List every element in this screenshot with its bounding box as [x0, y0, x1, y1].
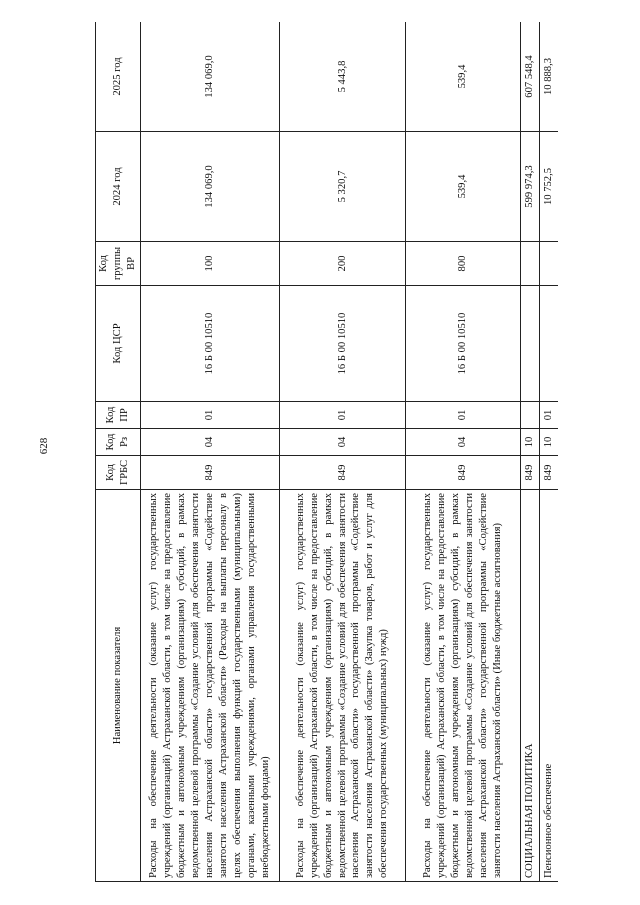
header-name: Наименование показателя — [96, 490, 141, 882]
cell-name: Расходы на обеспечение деятельности (оказание услуг) государственных учреждений (организаций) Астраханской области, в том числе на предоставление бюджетным и автономным учреждениям (организациям) субсидий, в рамках ведомственной целевой программы «Создание условий для обеспечения занятости населения Астраханской области» государственной программы «Содействие занятости населения Астраханской области» (Иные бюджетные ассигнования) — [406, 490, 521, 882]
cell-grbs: 849 — [521, 456, 540, 490]
cell-2024: 599 974,3 — [521, 132, 540, 242]
header-2025: 2025 год — [96, 22, 141, 132]
cell-pr: 01 — [406, 402, 521, 429]
cell-2025: 5 443,8 — [280, 22, 406, 132]
cell-rz: 04 — [141, 429, 280, 456]
cell-vr: 100 — [141, 242, 280, 286]
cell-vr: 200 — [280, 242, 406, 286]
cell-pr: 01 — [280, 402, 406, 429]
header-vr: Код группы ВР — [96, 242, 141, 286]
cell-csr — [521, 286, 540, 402]
cell-2024: 10 752,5 — [540, 132, 559, 242]
cell-name: Расходы на обеспечение деятельности (оказание услуг) государственных учреждений (организаций) Астраханской области, в том числе на предоставление бюджетным и автономным учреждениям (организациям) субсидий, в рамках ведомственной целевой программы «Создание условий для обеспечения занятости населения Астраханской области» государственной программы «Содействие занятости населения Астраханской области» (Закупка товаров, работ и услуг для обеспечения государственных (муниципальных) нужд) — [280, 490, 406, 882]
cell-rz: 04 — [406, 429, 521, 456]
cell-csr: 16 Б 00 10510 — [406, 286, 521, 402]
cell-2025: 134 069,0 — [141, 22, 280, 132]
cell-rz: 10 — [521, 429, 540, 456]
cell-name: СОЦИАЛЬНАЯ ПОЛИТИКА — [521, 490, 540, 882]
cell-name: Пенсионное обеспечение — [540, 490, 559, 882]
cell-grbs: 849 — [141, 456, 280, 490]
cell-vr — [521, 242, 540, 286]
budget-table — [95, 22, 558, 882]
table-row — [406, 22, 521, 882]
cell-2024: 539,4 — [406, 132, 521, 242]
table-row — [540, 22, 559, 882]
cell-2025: 10 888,3 — [540, 22, 559, 132]
cell-name: Расходы на обеспечение деятельности (оказание услуг) государственных учреждений (организаций) Астраханской области, в том числе на предоставление бюджетным и автономным учреждениям (организациям) субсидий, в рамках ведомственной целевой программы «Создание условий для обеспечения занятости населения Астраханской области» государственной программы «Содействие занятости населения Астраханской области» (Расходы на выплаты персоналу в целях обеспечения выполнения функций государственными (муниципальными) органами, казенными учреждениями, органами управления государственными внебюджетными фондами) — [141, 490, 280, 882]
table-row — [280, 22, 406, 882]
cell-csr — [540, 286, 559, 402]
cell-2025: 607 548,4 — [521, 22, 540, 132]
rotated-page — [95, 22, 558, 882]
table-row — [521, 22, 540, 882]
cell-grbs: 849 — [280, 456, 406, 490]
cell-grbs: 849 — [406, 456, 521, 490]
header-pr: Код ПР — [96, 402, 141, 429]
table-row — [141, 22, 280, 882]
cell-pr — [521, 402, 540, 429]
cell-pr: 01 — [141, 402, 280, 429]
cell-pr: 01 — [540, 402, 559, 429]
cell-vr — [540, 242, 559, 286]
cell-csr: 16 Б 00 10510 — [280, 286, 406, 402]
cell-2024: 5 320,7 — [280, 132, 406, 242]
header-2024: 2024 год — [96, 132, 141, 242]
cell-csr: 16 Б 00 10510 — [141, 286, 280, 402]
cell-rz: 04 — [280, 429, 406, 456]
cell-2024: 134 069,0 — [141, 132, 280, 242]
cell-2025: 539,4 — [406, 22, 521, 132]
cell-grbs: 849 — [540, 456, 559, 490]
header-grbs: Код ГРБС — [96, 456, 141, 490]
cell-rz: 10 — [540, 429, 559, 456]
cell-vr: 800 — [406, 242, 521, 286]
page-number: 628 — [38, 437, 50, 455]
header-csr: Код ЦСР — [96, 286, 141, 402]
table-header-row — [96, 22, 141, 882]
header-rz: Код Рз — [96, 429, 141, 456]
